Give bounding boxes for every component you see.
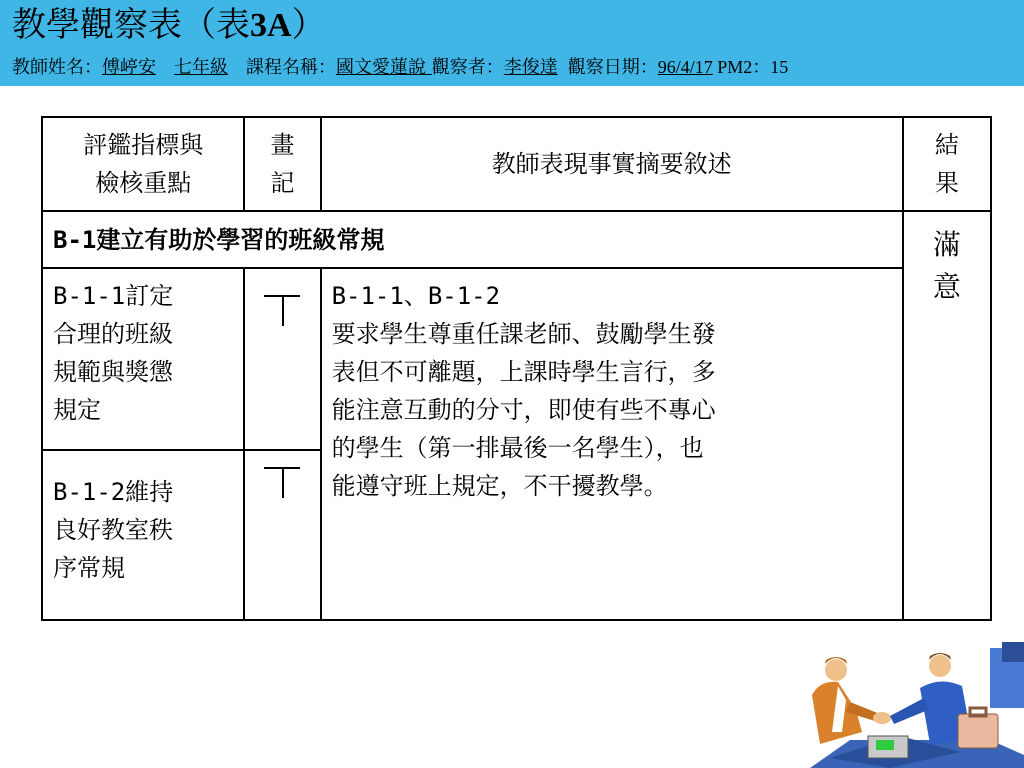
description-line: 能遵守班上規定，不干擾教學。 [331, 472, 668, 500]
observation-date: 96/4/17 [657, 57, 713, 77]
teacher-label: 教師姓名： [12, 57, 102, 78]
tally-mark-cell [244, 268, 320, 450]
result-line1: 滿 [932, 228, 961, 261]
description-line: 的學生（第一排最後一名學生），也 [331, 434, 704, 462]
tally-mark-icon [262, 293, 302, 327]
title-text: 教學觀察表（表 [12, 5, 250, 45]
description-header: 教師表現事實摘要敘述 [321, 117, 903, 211]
indicator-line: 良好教室秩 [53, 516, 173, 544]
description-cell [321, 268, 903, 620]
mark-header [244, 117, 320, 211]
result-header [903, 117, 991, 211]
result-header-line1: 結 [934, 131, 959, 159]
date-label: 觀察日期： [567, 57, 658, 78]
result-line2: 意 [932, 270, 961, 303]
indicator-line: B-1-1訂定 [53, 282, 174, 310]
mark-header-line2: 記 [270, 169, 295, 197]
business-handshake-clipart [790, 640, 1024, 768]
observer-label: 觀察者： [431, 57, 504, 78]
grade-value: 七年級 [174, 57, 228, 78]
title-number: 3A [250, 7, 292, 44]
indicator-line: 規定 [53, 396, 101, 424]
indicator-header-line2: 檢核重點 [95, 169, 192, 197]
indicator-header-line1: 評鑑指標與 [83, 131, 204, 159]
section-row [42, 211, 991, 268]
title-bar [0, 0, 1024, 86]
mark-header-line1: 畫 [270, 131, 295, 159]
observation-info-line [12, 54, 788, 81]
indicator-line: 序常規 [53, 554, 125, 582]
description-line: B-1-1、B-1-2 [331, 282, 501, 310]
indicator-cell-b-1-1 [42, 268, 244, 450]
title-close-paren: ） [291, 5, 326, 45]
header-row [42, 117, 991, 211]
indicator-header [42, 117, 244, 211]
observation-time: PM2：15 [712, 57, 789, 77]
observer-name: 李俊達 [503, 57, 558, 78]
description-line: 要求學生尊重任課老師、鼓勵學生發 [331, 320, 716, 348]
result-cell [903, 211, 991, 620]
indicator-line: B-1-2維持 [53, 478, 174, 506]
description-line: 能注意互動的分寸，即使有些不專心 [331, 396, 716, 424]
indicator-line: 規範與獎懲 [53, 358, 173, 386]
teacher-name: 傅嵉安 [102, 57, 156, 78]
table-row [42, 268, 991, 450]
observation-table [41, 116, 992, 621]
tally-mark-cell [244, 450, 320, 620]
indicator-cell-b-1-2 [42, 450, 244, 620]
indicator-line: 合理的班級 [53, 320, 173, 348]
course-name: 國文愛蓮說 [336, 57, 432, 78]
course-label: 課程名稱： [246, 57, 336, 78]
page-title [12, 4, 326, 47]
tally-mark-icon [262, 465, 302, 499]
description-line: 表但不可離題，上課時學生言行，多 [331, 358, 716, 386]
result-header-line2: 果 [934, 169, 959, 197]
section-heading: B-1建立有助於學習的班級常規 [42, 211, 903, 268]
